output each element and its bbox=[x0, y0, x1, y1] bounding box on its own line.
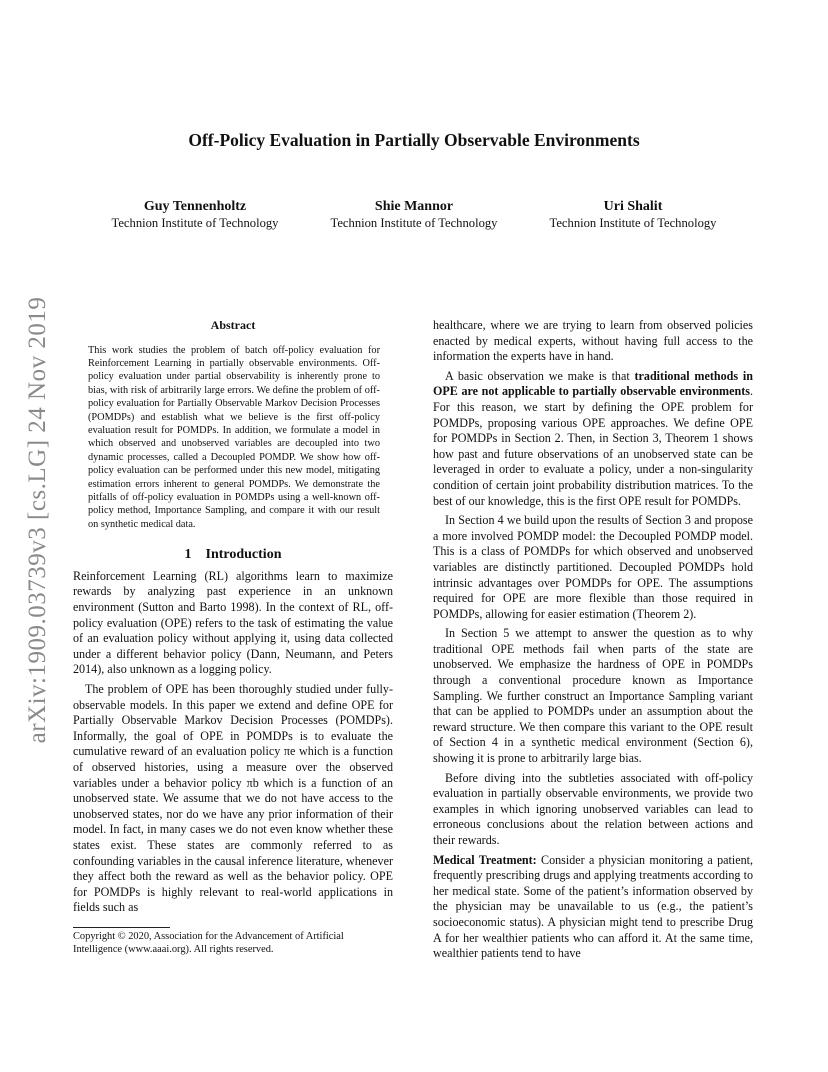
author-name: Shie Mannor bbox=[374, 199, 454, 214]
arxiv-identifier: arXiv:1909.03739v3 [cs.LG] 24 Nov 2019 bbox=[24, 296, 51, 744]
section-heading bbox=[73, 547, 393, 563]
paragraph-text: Consider a physician monitoring a patient, frequently prescribing drugs and applying treatments according to her medical state. Some of the patient’s information observed by the physician may be unavailable to us (e.g., the patient’s socioeconomic status). A physician might tend to prescribe Drug A for her wealthier patients who can afford it. At the same time, wealthier patients tend to have bbox=[433, 852, 753, 961]
paragraph bbox=[433, 853, 753, 962]
run-in-heading: Medical Treatment: bbox=[433, 852, 537, 867]
right-column bbox=[433, 318, 753, 966]
paragraph: Reinforcement Learning (RL) algorithms learn to maximize rewards by analyzing past experience in an unknown environment (Sutton and Barto 1998). In the context of RL, off-policy evaluation (OPE) refers to the task of estimating the value of an evaluation policy without applying it, using data collected under a different behavior policy (Dann, Neumann, and Peters 2014), also unknown as a logging policy. bbox=[73, 568, 393, 677]
author-affiliation: Technion Institute of Technology bbox=[111, 216, 279, 230]
author-2 bbox=[294, 198, 534, 232]
paragraph bbox=[433, 369, 753, 509]
copyright-notice: Copyright © 2020, Association for the Advancement of Artificial Intelligence (www.aaai.org). All rights reserved. bbox=[73, 931, 344, 955]
author-name: Guy Tennenholtz bbox=[143, 199, 247, 214]
author-1 bbox=[75, 198, 315, 232]
paragraph-emphasis: traditional methods in OPE are not applicable to partially observable environments bbox=[433, 368, 753, 399]
paragraph: In Section 4 we build upon the results of Section 3 and propose a more involved POMDP model: the Decoupled POMDP model. This is a class of POMDPs for which observed and unobserved variables are distinctly partitioned. Decoupled POMDPs hold intrinsic advantages over POMDPs for OPE. The assumptions required for OPE are more flexible than those required in POMDPs, allowing for easier estimation (Theorem 2). bbox=[433, 513, 753, 621]
section-title: Introduction bbox=[205, 547, 282, 563]
paper-title: Off-Policy Evaluation in Partially Observable Environments bbox=[188, 130, 640, 150]
paragraph: In Section 5 we attempt to answer the question as to why traditional OPE methods fail when parts of the state are unobserved. We emphasize the hardness of OPE in POMDPs through a conventional procedure known as Importance Sampling. We further construct an Importance Sampling variant that can be applied to POMDPs under an assumption about the reward structure. We then compare this variant to the OPE result of Section 4 in a synthetic medical environment (Section 6), showing it is prone to arbitrarily large bias. bbox=[433, 626, 753, 766]
left-column bbox=[73, 318, 393, 920]
abstract-heading: Abstract bbox=[210, 318, 256, 332]
author-name: Uri Shalit bbox=[603, 199, 663, 214]
author-affiliation: Technion Institute of Technology bbox=[549, 216, 717, 230]
author-affiliation: Technion Institute of Technology bbox=[330, 216, 498, 230]
paragraph: healthcare, where we are trying to learn from observed policies enacted by medical experts, without having full access to the information the experts have in hand. bbox=[433, 318, 753, 364]
paragraph: Before diving into the subtleties associated with off-policy evaluation in partially observable environments, we provide two examples in which ignoring unobserved variables can lead to erroneous conclusions about the relation between actions and their rewards. bbox=[433, 770, 753, 847]
paragraph-text: . For this reason, we start by defining the OPE problem for POMDPs, proposing various OPE approaches. We define OPE for POMDPs in Section 2. Then, in Section 3, Theorem 1 shows how past and future observations of an unobserved state can be leveraged in order to evaluate a policy, under a non-singularity condition of certain joint probability distribution matrices. To the best of our knowledge, this is the first OPE result for POMDPs. bbox=[433, 384, 753, 508]
section-number: 1 bbox=[184, 547, 192, 563]
author-3 bbox=[513, 198, 753, 232]
abstract-text: This work studies the problem of batch off-policy evaluation for Reinforcement Learning in partially observable environments. Off-policy evaluation under partial observability is inherently prone to bias, with risk of arbitrarily large errors. We define the problem of off-policy evaluation for Partially Observable Markov Decision Processes (POMDPs) and establish what we believe is the first off-policy evaluation result for POMDPs. In addition, we formulate a model in which observed and unobserved variables are decoupled into two dynamic processes, called a Decoupled POMDP. We show how off-policy evaluation can be performed under this new model, mitigating estimation errors inherent to general POMDPs. We demonstrate the pitfalls of off-policy evaluation in POMDPs using a well-known off-policy method, Importance Sampling, and compare it with our result on synthetic medical data. bbox=[88, 344, 380, 530]
paragraph: The problem of OPE has been thoroughly studied under fully-observable models. In this paper we extend and define OPE for Partially Observable Markov Decision Processes (POMDPs). Informally, the goal of OPE in POMDPs is to evaluate the cumulative reward of an evaluation policy πe which is a function of observed histories, using a measure over the observed variables under a behavior policy πb which is a function of an unobserved state. We assume that we do not have access to the unobserved states, nor do we have any prior information of their model. In fact, in many cases we do not even know whether these states exist. These states are commonly referred to as confounding variables in the causal inference literature, whenever they affect both the reward as well as the behavior policy. OPE for POMDPs is highly relevant to real-world applications in fields such as bbox=[73, 682, 393, 915]
footnote-rule bbox=[73, 927, 170, 928]
paragraph-text: A basic observation we make is that bbox=[445, 368, 635, 383]
